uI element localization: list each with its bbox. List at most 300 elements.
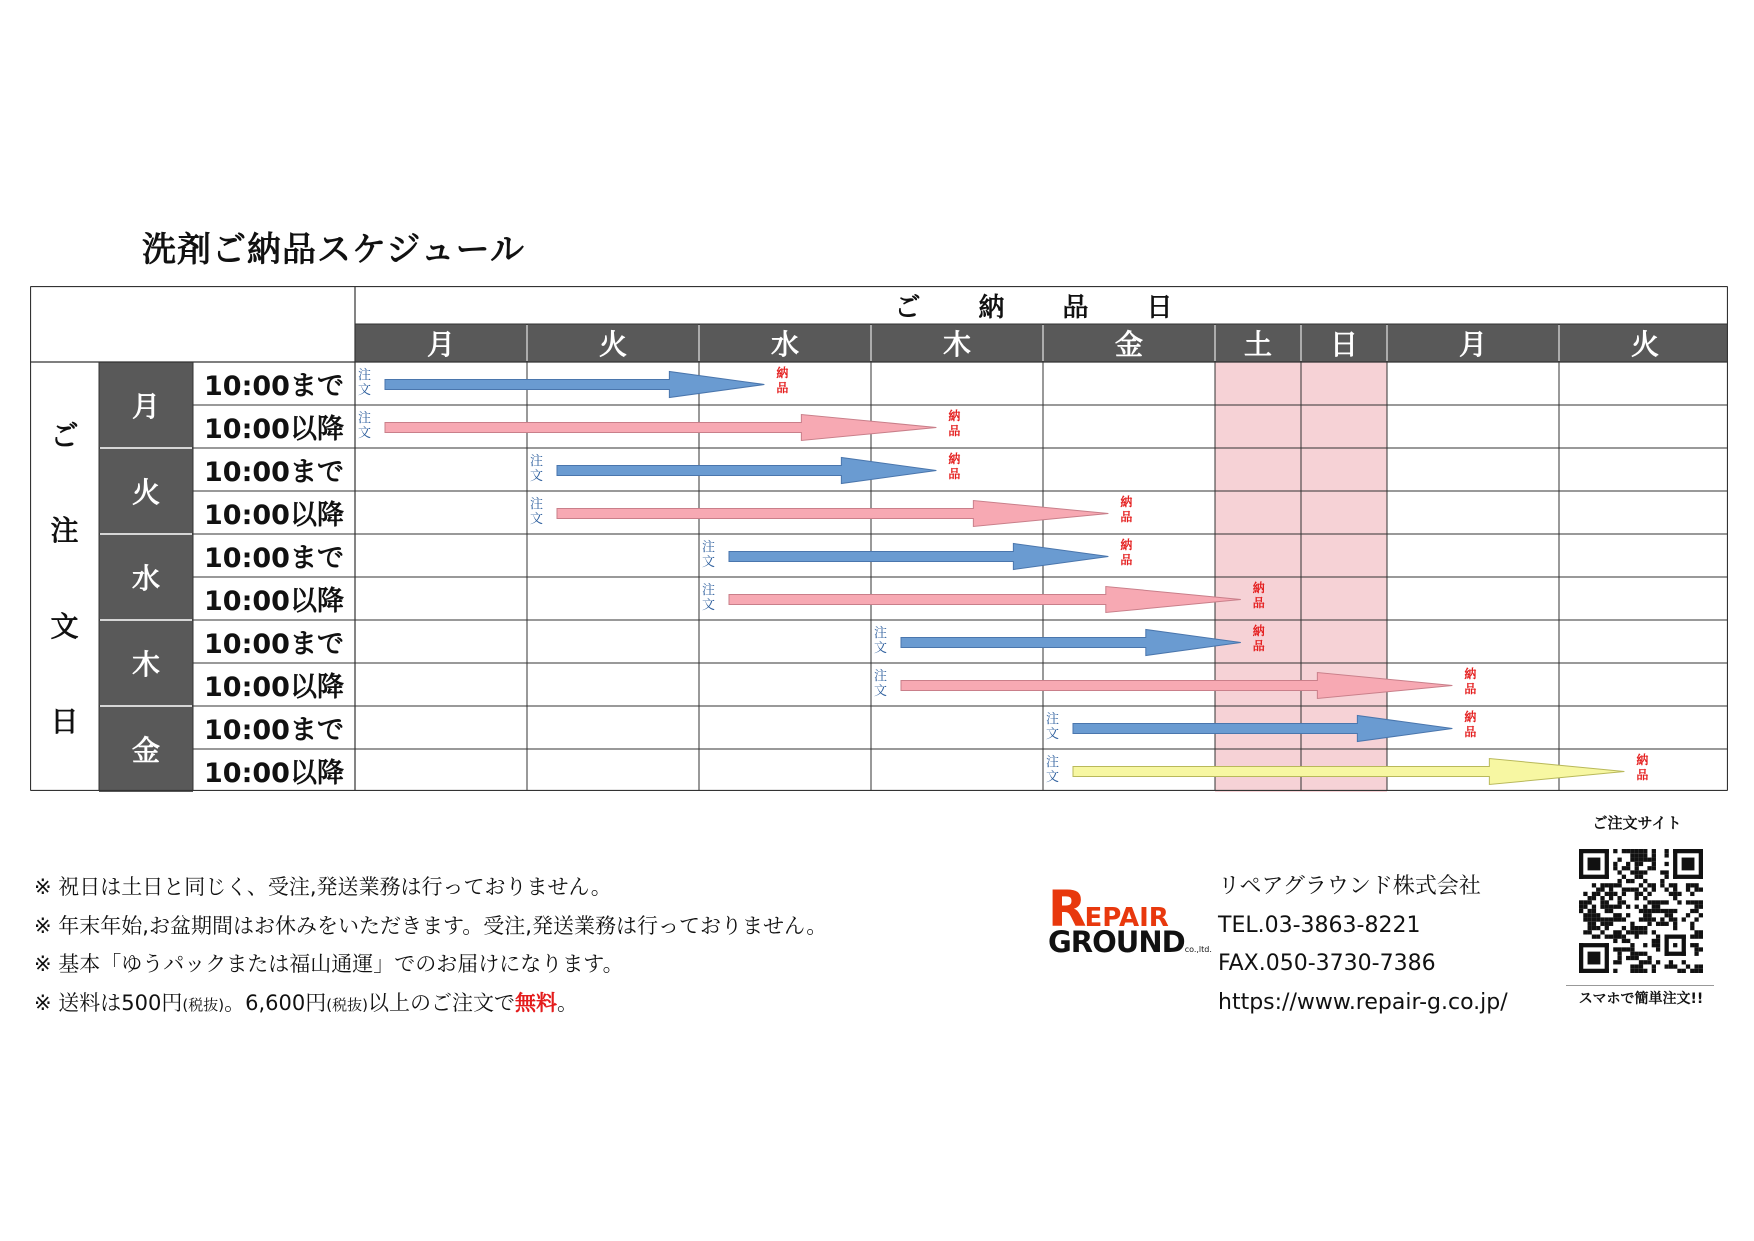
qr-module — [1669, 913, 1673, 917]
qr-module — [1694, 930, 1698, 934]
qr-module — [1643, 909, 1647, 913]
qr-module — [1699, 969, 1703, 973]
qr-module — [1660, 922, 1664, 926]
qr-module — [1592, 883, 1596, 887]
qr-module — [1686, 900, 1690, 904]
qr-module — [1617, 896, 1621, 900]
qr-module — [1690, 909, 1694, 913]
qr-module — [1686, 913, 1690, 917]
qr-module — [1617, 883, 1621, 887]
qr-module — [1673, 887, 1677, 891]
delivery-mark: 納品 — [1252, 624, 1265, 653]
qr-module — [1699, 913, 1703, 917]
qr-module — [1588, 926, 1592, 930]
repair-ground-logo: REPAIR GROUNDco.,ltd. — [1048, 880, 1212, 959]
qr-module — [1690, 900, 1694, 904]
order-mark: 注文 — [702, 583, 716, 613]
qr-module — [1694, 917, 1698, 921]
qr-module — [1652, 964, 1656, 968]
qr-module — [1694, 909, 1698, 913]
qr-module — [1682, 969, 1686, 973]
qr-module — [1617, 879, 1621, 883]
schedule-arrow — [1073, 759, 1624, 785]
qr-module — [1592, 913, 1596, 917]
qr-module — [1639, 892, 1643, 896]
qr-module — [1665, 870, 1669, 874]
qr-module — [1600, 900, 1604, 904]
cutoff-label: 10:00まで — [204, 629, 344, 660]
qr-module — [1635, 866, 1639, 870]
qr-module — [1699, 930, 1703, 934]
qr-module — [1617, 917, 1621, 921]
qr-module — [1694, 905, 1698, 909]
qr-module — [1622, 866, 1626, 870]
qr-module — [1635, 926, 1639, 930]
qr-module — [1669, 960, 1673, 964]
qr-module — [1660, 883, 1664, 887]
qr-module — [1699, 849, 1703, 879]
qr-module — [1626, 887, 1630, 891]
order-date-label-char: 日 — [50, 705, 79, 739]
schedule-arrow — [729, 544, 1108, 570]
qr-module — [1588, 896, 1592, 900]
qr-module — [1583, 917, 1587, 921]
qr-module — [1647, 922, 1651, 926]
qr-module — [1609, 922, 1613, 926]
qr-module — [1613, 939, 1617, 943]
qr-module — [1643, 943, 1647, 947]
qr-module — [1665, 862, 1669, 866]
qr-module — [1656, 900, 1660, 904]
qr-module — [1609, 905, 1613, 909]
order-mark: 注文 — [702, 540, 716, 570]
qr-module — [1630, 879, 1634, 883]
qr-module — [1677, 969, 1681, 973]
qr-module — [1656, 909, 1660, 913]
qr-module — [1592, 917, 1596, 921]
qr-module — [1626, 956, 1630, 960]
delivery-mark: 納品 — [1636, 753, 1649, 782]
qr-module — [1635, 862, 1639, 866]
qr-module — [1643, 887, 1647, 891]
schedule-arrow — [1073, 716, 1452, 742]
qr-module — [1605, 943, 1609, 973]
qr-module — [1669, 892, 1673, 896]
qr-module — [1596, 935, 1600, 939]
qr-module — [1699, 905, 1703, 909]
qr-module — [1635, 892, 1639, 896]
order-date-label-char: ご — [50, 418, 79, 452]
qr-module — [1660, 909, 1664, 913]
qr-module — [1665, 887, 1669, 891]
schedule-arrow — [385, 372, 764, 398]
day-header-2: 水 — [770, 328, 799, 361]
day-header-0: 月 — [426, 328, 455, 361]
qr-module — [1613, 905, 1617, 909]
qr-module — [1682, 858, 1695, 871]
qr-module — [1690, 922, 1694, 926]
order-mark: 注文 — [530, 454, 544, 484]
qr-module — [1583, 913, 1587, 917]
qr-module — [1596, 913, 1600, 917]
qr-module — [1652, 866, 1656, 870]
qr-module — [1652, 883, 1656, 887]
qr-module — [1690, 883, 1694, 887]
qr-module — [1635, 956, 1639, 960]
qr-module — [1656, 947, 1660, 951]
qr-module — [1596, 887, 1600, 891]
qr-module — [1665, 913, 1669, 917]
qr-module — [1690, 926, 1694, 930]
qr-module — [1639, 870, 1643, 874]
qr-module — [1635, 930, 1639, 934]
order-date-label-char: 文 — [50, 609, 79, 643]
qr-module — [1630, 964, 1634, 968]
company-fax: FAX.050-3730-7386 — [1218, 951, 1436, 976]
qr-module — [1639, 926, 1643, 930]
qr-module — [1630, 922, 1634, 926]
qr-module — [1609, 917, 1613, 921]
qr-module — [1647, 917, 1651, 921]
day-header-4: 金 — [1114, 328, 1143, 361]
cutoff-label: 10:00以降 — [204, 414, 344, 445]
qr-module — [1656, 960, 1660, 964]
day-header-7: 月 — [1458, 328, 1487, 361]
delivery-mark: 納品 — [948, 452, 961, 481]
qr-module — [1673, 849, 1703, 853]
qr-module — [1609, 935, 1613, 939]
qr-module — [1626, 939, 1630, 943]
delivery-mark: 納品 — [1252, 581, 1265, 610]
qr-module — [1605, 917, 1609, 921]
qr-module — [1579, 849, 1583, 879]
qr-module — [1635, 870, 1639, 874]
qr-module — [1665, 849, 1669, 853]
qr-module — [1639, 875, 1643, 879]
qr-module — [1639, 883, 1643, 887]
delivery-mark: 納品 — [776, 366, 789, 395]
qr-module — [1626, 849, 1630, 853]
qr-module — [1588, 917, 1592, 921]
qr-module — [1652, 858, 1656, 862]
qr-module — [1652, 905, 1656, 909]
day-header-6: 日 — [1329, 328, 1358, 361]
qr-code-icon[interactable] — [1579, 849, 1703, 973]
qr-module — [1643, 853, 1647, 857]
cutoff-label: 10:00以降 — [204, 500, 344, 531]
qr-module — [1613, 862, 1617, 866]
qr-module — [1600, 896, 1604, 900]
qr-module — [1639, 930, 1643, 934]
qr-module — [1588, 930, 1592, 934]
qr-module — [1630, 870, 1634, 874]
delivery-mark: 納品 — [1464, 710, 1477, 739]
qr-module — [1635, 875, 1639, 879]
qr-module — [1617, 947, 1621, 951]
qr-module — [1647, 909, 1651, 913]
qr-module — [1626, 879, 1630, 883]
qr-module — [1613, 947, 1617, 951]
qr-module — [1665, 853, 1669, 857]
qr-module — [1605, 900, 1609, 904]
qr-module — [1635, 849, 1639, 853]
qr-module — [1626, 905, 1630, 909]
qr-module — [1699, 935, 1703, 939]
qr-module — [1643, 858, 1647, 862]
qr-module — [1639, 952, 1643, 956]
qr-module — [1682, 917, 1686, 921]
qr-module — [1673, 922, 1677, 926]
qr-module — [1630, 956, 1634, 960]
qr-module — [1665, 900, 1669, 904]
qr-module — [1622, 892, 1626, 896]
qr-module — [1660, 917, 1664, 921]
qr-module — [1583, 900, 1587, 904]
qr-module — [1673, 909, 1677, 913]
qr-module — [1686, 964, 1690, 968]
company-tel: TEL.03-3863-8221 — [1218, 912, 1421, 938]
delivery-mark: 納品 — [1120, 538, 1133, 567]
qr-module — [1588, 952, 1601, 965]
qr-module — [1656, 943, 1660, 947]
qr-module — [1613, 935, 1617, 939]
qr-module — [1665, 922, 1669, 926]
qr-module — [1647, 960, 1651, 964]
qr-module — [1669, 883, 1673, 887]
delivery-schedule-table — [30, 286, 1728, 791]
qr-module — [1690, 943, 1694, 947]
qr-module — [1622, 849, 1626, 853]
qr-module — [1652, 849, 1656, 853]
qr-module — [1596, 917, 1600, 921]
qr-module — [1652, 900, 1656, 904]
qr-module — [1626, 862, 1630, 866]
qr-module — [1592, 922, 1596, 926]
qr-module — [1592, 892, 1596, 896]
qr-module — [1656, 905, 1660, 909]
qr-module — [1626, 947, 1630, 951]
qr-module — [1639, 960, 1643, 964]
qr-module — [1579, 909, 1583, 913]
qr-module — [1660, 879, 1664, 883]
qr-module — [1630, 930, 1634, 934]
cutoff-label: 10:00まで — [204, 371, 344, 402]
qr-module — [1617, 960, 1621, 964]
qr-module — [1639, 909, 1643, 913]
qr-module — [1652, 853, 1656, 857]
qr-module — [1622, 900, 1626, 904]
qr-module — [1639, 862, 1643, 866]
cutoff-label: 10:00まで — [204, 715, 344, 746]
qr-module — [1643, 896, 1647, 900]
qr-module — [1588, 900, 1592, 904]
company-info — [1218, 868, 1508, 1022]
qr-module — [1639, 849, 1643, 853]
qr-module — [1699, 947, 1703, 951]
qr-module — [1600, 905, 1604, 909]
qr-module — [1690, 969, 1694, 973]
qr-module — [1626, 930, 1630, 934]
qr-module — [1579, 905, 1583, 909]
qr-module — [1630, 849, 1634, 853]
qr-module — [1682, 960, 1686, 964]
qr-module — [1677, 900, 1681, 904]
qr-module — [1617, 952, 1621, 956]
qr-module — [1673, 964, 1677, 968]
delivery-mark: 納品 — [1464, 667, 1477, 696]
note-new-year-obon: ※ 年末年始,お盆期間はお休みをいただきます。受注,発送業務は行っておりません。 — [34, 913, 828, 938]
qr-module — [1600, 922, 1604, 926]
qr-module — [1694, 947, 1698, 951]
qr-module — [1609, 909, 1613, 913]
qr-module — [1635, 896, 1639, 900]
qr-module — [1588, 909, 1592, 913]
qr-module — [1617, 870, 1621, 874]
order-mark: 注文 — [874, 626, 888, 656]
qr-module — [1652, 969, 1656, 973]
qr-module — [1643, 849, 1647, 853]
delivery-mark: 納品 — [1120, 495, 1133, 524]
qr-module — [1617, 913, 1621, 917]
order-mark: 注文 — [1046, 755, 1060, 785]
qr-module — [1635, 935, 1639, 939]
qr-module — [1660, 870, 1664, 874]
company-name: リペアグラウンド株式会社 — [1218, 874, 1481, 899]
qr-module — [1600, 883, 1604, 887]
order-date-label-char: 注 — [50, 514, 79, 548]
page-title: 洗剤ご納品スケジュール — [142, 230, 525, 270]
qr-module — [1669, 909, 1673, 913]
qr-module — [1617, 935, 1621, 939]
qr-module — [1617, 905, 1621, 909]
qr-module — [1592, 909, 1596, 913]
qr-module — [1583, 905, 1587, 909]
qr-module — [1673, 943, 1677, 947]
qr-module — [1694, 900, 1698, 904]
qr-module — [1699, 964, 1703, 968]
delivery-mark: 納品 — [948, 409, 961, 438]
qr-module — [1579, 900, 1583, 904]
qr-module — [1647, 858, 1651, 862]
qr-module — [1626, 913, 1630, 917]
qr-module — [1652, 862, 1656, 866]
qr-module — [1643, 969, 1647, 973]
cutoff-label: 10:00まで — [204, 543, 344, 574]
qr-module — [1639, 853, 1643, 857]
qr-module — [1635, 858, 1639, 862]
qr-module — [1609, 892, 1613, 896]
qr-module — [1588, 858, 1601, 871]
qr-title: ご注文サイト — [1592, 814, 1682, 832]
qr-module — [1690, 935, 1694, 939]
qr-module — [1596, 926, 1600, 930]
qr-module — [1690, 892, 1694, 896]
qr-module — [1605, 935, 1609, 939]
qr-module — [1600, 887, 1604, 891]
qr-module — [1643, 917, 1647, 921]
qr-module — [1694, 952, 1698, 956]
cutoff-label: 10:00以降 — [204, 672, 344, 703]
qr-module — [1613, 849, 1617, 853]
qr-module — [1652, 930, 1656, 934]
qr-module — [1613, 930, 1617, 934]
qr-module — [1622, 875, 1626, 879]
qr-module — [1588, 913, 1592, 917]
qr-module — [1600, 930, 1604, 934]
qr-module — [1579, 875, 1609, 879]
qr-module — [1630, 943, 1634, 947]
order-day-0: 月 — [131, 390, 160, 423]
qr-module — [1630, 952, 1634, 956]
qr-module — [1643, 870, 1647, 874]
qr-module — [1639, 969, 1643, 973]
qr-divider — [1566, 985, 1714, 986]
qr-module — [1609, 896, 1613, 900]
qr-module — [1647, 956, 1651, 960]
qr-module — [1656, 922, 1660, 926]
note-carrier: ※ 基本「ゆうパックまたは福山通運」でのお届けになります。 — [34, 952, 624, 976]
qr-module — [1622, 947, 1626, 951]
qr-module — [1673, 892, 1677, 896]
qr-module — [1613, 892, 1617, 896]
qr-module — [1673, 883, 1677, 887]
qr-module — [1639, 917, 1643, 921]
qr-module — [1694, 969, 1698, 973]
qr-module — [1682, 935, 1686, 956]
company-url[interactable]: https://www.repair-g.co.jp/ — [1218, 989, 1508, 1015]
qr-module — [1643, 879, 1647, 883]
qr-module — [1673, 896, 1677, 900]
qr-module — [1673, 849, 1677, 879]
order-day-3: 木 — [131, 648, 160, 681]
qr-module — [1652, 909, 1656, 913]
delivery-day-header: ご 納 品 日 — [894, 292, 1189, 323]
note-shipping-fee: ※ 送料は500円(税抜)。6,600円(税抜)以上のご注文で無料。 — [34, 990, 578, 1015]
qr-module — [1617, 930, 1621, 934]
qr-module — [1579, 969, 1609, 973]
qr-module — [1699, 887, 1703, 891]
qr-module — [1617, 956, 1621, 960]
qr-module — [1656, 935, 1660, 939]
qr-module — [1630, 969, 1634, 973]
qr-module — [1673, 926, 1677, 930]
qr-module — [1592, 926, 1596, 930]
qr-module — [1652, 943, 1656, 947]
qr-module — [1630, 887, 1634, 891]
qr-module — [1660, 900, 1664, 904]
qr-module — [1656, 939, 1660, 943]
qr-module — [1609, 883, 1613, 887]
qr-module — [1622, 935, 1626, 939]
qr-module — [1613, 883, 1617, 887]
qr-module — [1694, 935, 1698, 939]
qr-module — [1669, 964, 1673, 968]
order-day-4: 金 — [131, 734, 160, 767]
order-mark: 注文 — [358, 368, 372, 398]
notes — [34, 868, 827, 1024]
qr-module — [1652, 917, 1656, 921]
day-header-5: 土 — [1243, 328, 1272, 361]
qr-module — [1579, 943, 1609, 947]
qr-module — [1635, 952, 1639, 956]
qr-module — [1665, 964, 1669, 968]
order-day-1: 火 — [131, 476, 160, 509]
qr-module — [1643, 930, 1647, 934]
qr-module — [1613, 960, 1617, 964]
qr-module — [1630, 926, 1634, 930]
qr-module — [1596, 892, 1600, 896]
qr-module — [1588, 922, 1592, 926]
